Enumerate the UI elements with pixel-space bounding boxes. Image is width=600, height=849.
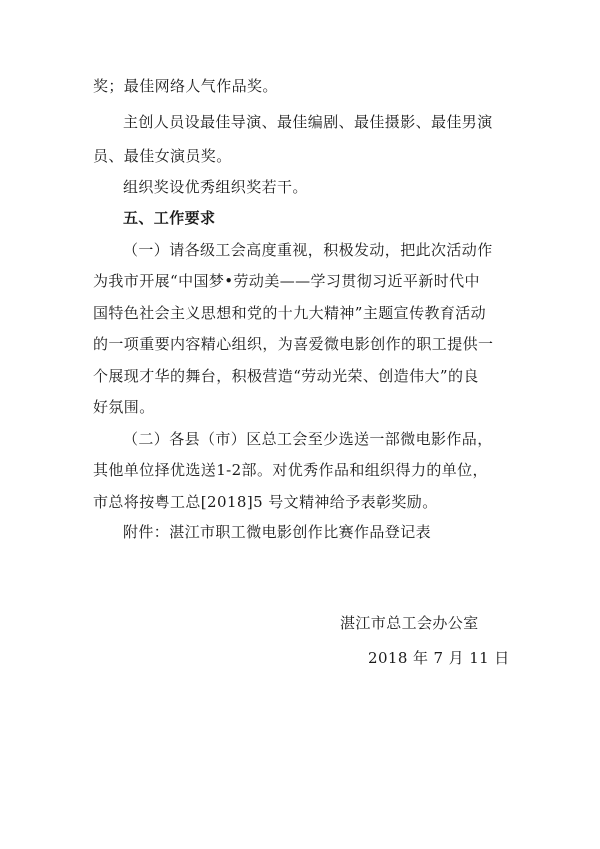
text-line-11: 好氛围。 [93,398,155,416]
text-line-9: 的一项重要内容精心组织，为喜爱微电影创作的职工提供一 [93,335,494,353]
text-line-1: 奖；最佳网络人气作品奖。 [93,77,278,95]
text-line-4: 组织奖设优秀组织奖若干。 [123,178,308,196]
text-line-2: 主创人员设最佳导演、最佳编剧、最佳摄影、最佳男演 [123,113,493,131]
text-line-14: 市总将按粤工总[2018]5 号文精神给予表彰奖励。 [93,493,438,511]
attachment-line: 附件：湛江市职工微电影创作比赛作品登记表 [123,523,432,541]
text-line-8: 国特色社会主义思想和党的十九大精神”主题宣传教育活动 [93,304,487,322]
section-heading: 五、工作要求 [123,209,216,227]
signature-organization: 湛江市总工会办公室 [340,614,479,632]
text-line-6: （一）请各级工会高度重视，积极发动，把此次活动作 [123,241,493,259]
signature-date: 2018 年 7 月 11 日 [368,649,510,667]
text-line-13: 其他单位择优选送1-2部。对优秀作品和组织得力的单位， [93,461,488,479]
text-line-7: 为我市开展“中国梦•劳动美——学习贯彻习近平新时代中 [93,272,480,290]
text-line-10: 个展现才华的舞台，积极营造“劳动光荣、创造伟大”的良 [93,367,479,385]
text-line-3: 员、最佳女演员奖。 [93,147,232,165]
text-line-12: （二）各县（市）区总工会至少选送一部微电影作品， [123,430,493,448]
